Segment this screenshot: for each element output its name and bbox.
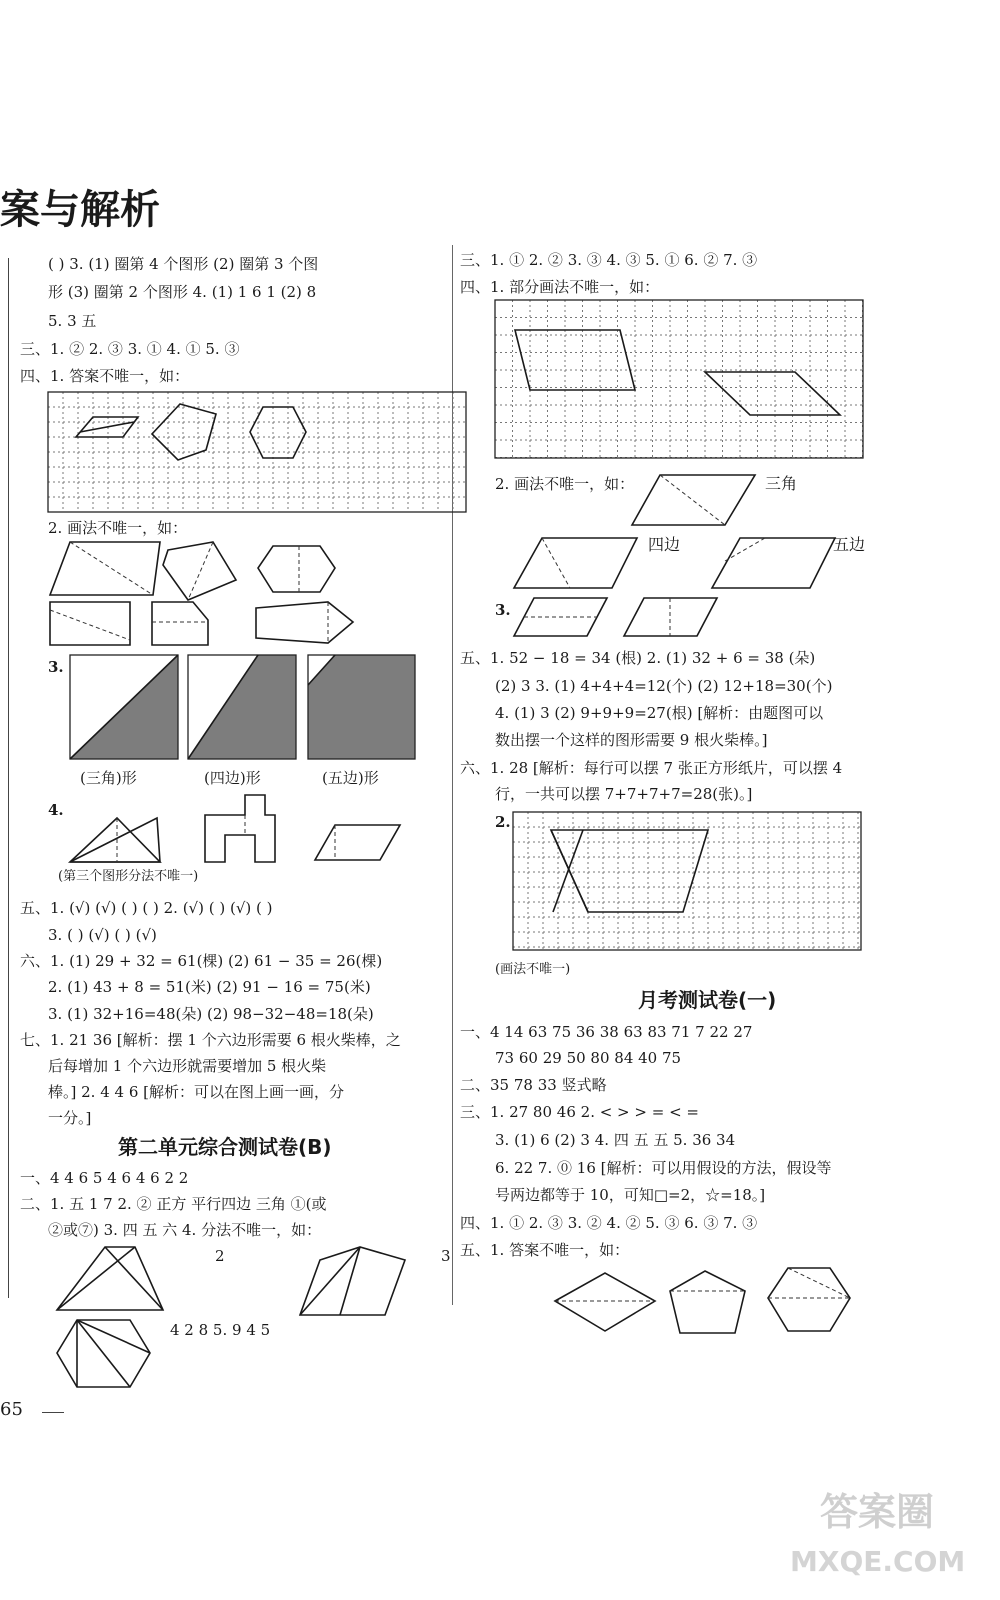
- label-pentagon: 五边: [833, 535, 866, 554]
- grid-lines: [513, 812, 861, 950]
- watermark-logo: 答案圈: [820, 1490, 935, 1534]
- left-line-8: 4.: [48, 801, 64, 819]
- split-shapes-row-1: [48, 540, 468, 650]
- right-line-1: 三、1. ① 2. ② 3. ③ 4. ③ 5. ① 6. ② 7. ③: [460, 251, 758, 269]
- page-title: 案与解析: [0, 187, 160, 233]
- label-triangle: 三角: [765, 474, 798, 493]
- right-line-20: 四、1. ① 2. ③ 3. ② 4. ② 5. ③ 6. ③ 7. ③: [460, 1214, 758, 1232]
- quad-split-1: [50, 542, 160, 595]
- hexagon-fan-2: [77, 1320, 150, 1353]
- caption-triangle: (三角)形: [80, 769, 137, 787]
- left-line-16: 后每增加 1 个六边形就需要增加 5 根火柴: [48, 1057, 327, 1075]
- rhombus-split: [555, 1273, 655, 1331]
- parallelogram-quad-split: [512, 533, 642, 593]
- pentagon-split: [163, 542, 236, 600]
- label-quadrilateral: 四边: [648, 535, 681, 554]
- right-line-4: 3.: [495, 601, 511, 619]
- left-line-7: 3.: [48, 658, 64, 676]
- right-line-13: 一、4 14 63 75 36 38 63 83 71 7 22 27: [460, 1023, 753, 1041]
- split-shapes-bottom: [550, 1263, 870, 1343]
- parallelogram-tri-split: [630, 470, 760, 530]
- page-number-dash: [42, 1412, 64, 1413]
- right-line-15: 二、35 78 33 竖式略: [460, 1076, 607, 1094]
- right-line-9: 六、1. 28 [解析：每行可以摆 7 张正方形纸片，可以摆 4: [460, 759, 843, 777]
- parallelogram-halves: [512, 596, 732, 641]
- watermark-url: MXQE.COM: [790, 1545, 966, 1578]
- right-line-21: 五、1. 答案不唯一，如：: [460, 1241, 630, 1259]
- left-line-18: 一分。]: [48, 1109, 92, 1127]
- rectangle-split-dash: [50, 610, 130, 640]
- caption-quadrilateral: (四边)形: [204, 769, 261, 787]
- trapezoid-diag-2: [57, 1247, 135, 1310]
- right-line-10: 行，一共可以摆 7+7+7+7=28(张)。]: [495, 785, 753, 803]
- parallelogram-pent-split: [710, 533, 840, 593]
- left-line-15: 七、1. 21 36 [解析：摆 1 个六边形需要 6 根火柴棒，之: [20, 1031, 401, 1049]
- hatched-squares: [70, 655, 430, 765]
- left-line-12: 六、1. (1) 29 + 32 = 61(棵) (2) 61 − 35 = 26(棵): [20, 952, 383, 970]
- right-line-14: 73 60 29 50 80 84 40 75: [495, 1049, 682, 1067]
- cut-shapes-row: [65, 790, 425, 865]
- left-line-1: ( ) 3. (1) 圈第 4 个图形 (2) 圈第 3 个图: [48, 255, 319, 273]
- right-line-12: (画法不唯一): [495, 962, 571, 977]
- left-line-2: 形 (3) 圈第 2 个图形 4. (1) 1 6 1 (2) 8: [48, 283, 317, 301]
- right-grid-trapezoid: [513, 812, 863, 952]
- cut-rect-split: [152, 602, 208, 645]
- rectangle-split: [50, 602, 130, 645]
- right-line-8: 数出摆一个这样的图形需要 9 根火柴棒。]: [495, 731, 768, 749]
- left-line-21: ②或⑦) 3. 四 五 六 4. 分法不唯一，如：: [48, 1221, 322, 1239]
- left-line-10: 五、1. (√) (√) ( ) ( ) 2. (√) ( ) (√) ( ): [20, 899, 273, 917]
- hatch-pent: [308, 655, 415, 759]
- para-quad: [514, 538, 637, 588]
- left-line-20: 二、1. 五 1 7 2. ② 正方 平行四边 三角 ①(或: [20, 1195, 327, 1213]
- quad-split-1-dash: [70, 542, 153, 595]
- grid-frame: [513, 812, 861, 950]
- right-line-19: 号两边都等于 10，可知□=2，☆=18。]: [495, 1186, 766, 1204]
- trapezoid-split: [57, 1247, 163, 1310]
- para-quad-dash: [542, 538, 570, 588]
- left-line-5: 四、1. 答案不唯一，如：: [20, 367, 190, 385]
- right-line-7: 4. (1) 3 (2) 9+9+9=27(根) [解析：由题图可以: [495, 704, 824, 722]
- pentagon-bottom: [670, 1271, 745, 1333]
- right-line-11: 2.: [495, 813, 511, 831]
- parallelogram-wide: [705, 372, 840, 415]
- right-line-5: 五、1. 52 − 18 = 34 (根) 2. (1) 32 + 6 = 38 (朵): [460, 649, 816, 667]
- left-grid-hex-shapes: [48, 392, 468, 516]
- section-title-monthly-test: 月考测试卷(一): [638, 988, 777, 1012]
- right-line-16: 三、1. 27 80 46 2. < > > = < =: [460, 1103, 699, 1121]
- hexagon-bottom: [768, 1268, 850, 1331]
- left-line-22: 4 2 8 5. 9 4 5: [170, 1321, 271, 1339]
- hexagon-split: [258, 546, 335, 592]
- left-margin-rule: [8, 258, 9, 1298]
- left-line-11: 3. ( ) (√) ( ) (√): [48, 926, 157, 944]
- left-line-3: 5. 3 五: [48, 312, 97, 330]
- right-grid-parallelograms: [495, 300, 865, 458]
- section-title-unit2-b: 第二单元综合测试卷(B): [118, 1135, 332, 1159]
- left-line-14: 3. (1) 32+16=48(朵) (2) 98−32−48=18(朵): [48, 1005, 374, 1023]
- para-tri: [632, 475, 755, 525]
- hexagon-fan-1: [77, 1320, 130, 1387]
- right-line-18: 6. 22 7. ⓪ 16 [解析：可以用假设的方法，假设等: [495, 1159, 832, 1177]
- number-3: 3: [441, 1247, 451, 1265]
- left-line-19: 一、4 4 6 5 4 6 4 6 2 2: [20, 1169, 189, 1187]
- right-line-2: 四、1. 部分画法不唯一，如：: [460, 278, 660, 296]
- big-triangle: [70, 818, 160, 862]
- para-pent-dash: [725, 538, 765, 561]
- parallelogram-cut: [315, 825, 400, 860]
- long-pentagon-split: [256, 602, 353, 643]
- house-shape: [205, 795, 275, 862]
- pentagon-fan: [300, 1247, 405, 1315]
- left-line-6: 2. 画法不唯一，如：: [48, 519, 188, 537]
- left-line-9: (第三个图形分法不唯一): [58, 869, 199, 884]
- left-line-13: 2. (1) 43 + 8 = 51(米) (2) 91 − 16 = 75(米): [48, 978, 371, 996]
- left-line-4: 三、1. ② 2. ③ 3. ① 4. ① 5. ③: [20, 340, 240, 358]
- para-pent: [712, 538, 835, 588]
- grid-frame: [495, 300, 863, 458]
- grid-cols: [48, 392, 466, 512]
- para-tri-dash: [660, 475, 725, 525]
- right-line-17: 3. (1) 6 (2) 3 4. 四 五 五 5. 36 34: [495, 1131, 736, 1149]
- page-number: 65: [0, 1399, 23, 1420]
- number-2: 2: [215, 1247, 225, 1265]
- left-line-17: 棒。] 2. 4 4 6 [解析：可以在图上画一画，分: [48, 1083, 344, 1101]
- para-half-2: [624, 598, 717, 636]
- right-line-3: 2. 画法不唯一，如：: [495, 475, 635, 493]
- trapezoid-diag-1: [105, 1247, 163, 1310]
- caption-pentagon: (五边)形: [322, 769, 379, 787]
- right-line-6: (2) 3 3. (1) 4+4+4=12(个) (2) 12+18=30(个): [495, 677, 833, 695]
- hatch-quad: [188, 655, 296, 759]
- grid-lines: [495, 300, 863, 458]
